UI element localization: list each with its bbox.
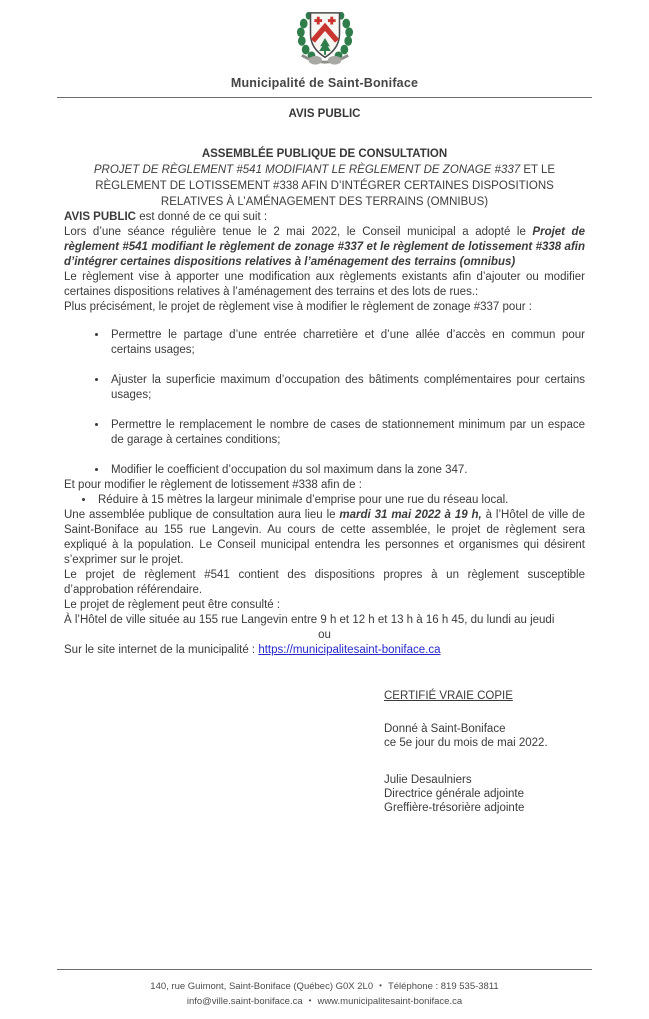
list-item: • Modifier le coefficient d’occupation du sol maximum dans la zone 347. (108, 463, 585, 478)
bullet-separator-icon: • (379, 981, 382, 990)
footer-line-1 (0, 979, 649, 994)
header-divider (57, 97, 592, 98)
list-item: • Permettre le partage d’une entrée charretière et d’une allée d’accès en commun pour certains usages; (108, 328, 585, 358)
coat-of-arms-icon (289, 9, 361, 67)
adoption-bylaw-name: Projet de règlement #541 modifiant le règlement de zonage #337 et le règlement de lotissement #338 afin d’intégrer certaines dispositions relatives à l’aménagement des terrains (omnibus) (64, 226, 585, 268)
assembly-heading: ASSEMBLÉE PUBLIQUE DE CONSULTATION (201, 148, 448, 160)
organization-name: Municipalité de Saint-Boniface (230, 76, 419, 90)
signature-block (384, 689, 585, 815)
zoning-intro-paragraph: Plus précisément, le projet de règlement vise à modifier le règlement de zonage #337 pour : (64, 301, 532, 313)
adoption-pre: Lors d’une séance régulière tenue le 2 mai 2022, le Conseil municipal a adopté le (64, 226, 533, 238)
list-item: • Ajuster la superficie maximum d’occupation des bâtiments complémentaires pour certains usages; (108, 373, 585, 403)
intro-line (64, 210, 585, 225)
bylaw-title (64, 162, 585, 210)
document-footer (0, 963, 649, 1009)
list-item: • Réduire à 15 mètres la largeur minimale d’emprise pour une rue du réseau local. (95, 493, 585, 508)
assembly-date: mardi 31 mai 2022 à 19 h, (339, 509, 482, 521)
signatory-name: Julie Desaulniers (384, 774, 472, 786)
notice-heading: AVIS PUBLIC (288, 108, 361, 120)
municipality-website-link[interactable]: https://municipalitesaint-boniface.ca (258, 644, 441, 656)
consult-location-line: À l’Hôtel de ville située au 155 rue Langevin entre 9 h et 12 h et 13 h à 16 h 45, du lundi au jeudi (64, 614, 555, 626)
footer-address: 140, rue Guimont, Saint-Boniface (Québec) G0X 2L0 (150, 981, 374, 992)
signatory (384, 773, 585, 815)
document-header (0, 0, 649, 98)
assembly-pre: Une assemblée publique de consultation aura lieu le (64, 509, 340, 521)
bylaw-title-italic: PROJET DE RÈGLEMENT #541 MODIFIANT LE RÈGLEMENT DE ZONAGE #337 (93, 164, 521, 176)
or-text: ou (318, 629, 331, 641)
bylaw-title-rest: ET LE RÈGLEMENT DE LOTISSEMENT #338 AFIN D’INTÉGRER CERTAINES DISPOSITIONS RELATIVES À L’AMÉNAGEMENT DES TERRAINS (OMNIBUS) (95, 164, 556, 208)
consult-paragraph: Le projet de règlement peut être consulté : (64, 599, 281, 611)
signatory-title-1: Directrice générale adjointe (384, 788, 524, 800)
footer-email: info@ville.saint-boniface.ca (186, 996, 303, 1007)
intro-bold: AVIS PUBLIC (64, 211, 136, 223)
zoning-bullet-list (64, 328, 585, 478)
footer-line-2 (0, 994, 649, 1009)
assembly-post: à l’Hôtel de ville de Saint-Boniface au 155 rue Langevin. Au cours de cette assemblée, le projet de règlement sera expliqué à la population. Le Conseil municipal entendra les personnes et organismes qui désirent s’exprimer sur le projet. (64, 509, 585, 566)
footer-divider (57, 969, 592, 970)
footer-phone: Téléphone : 819 535-3811 (387, 981, 499, 992)
footer-contact (0, 979, 649, 1009)
list-item: • Permettre le remplacement le nombre de cases de stationnement minimum par un espace de garage à certaines conditions; (108, 418, 585, 448)
website-pre: Sur le site internet de la municipalité : (64, 644, 259, 656)
issuance-date: ce 5e jour du mois de mai 2022. (384, 737, 548, 749)
issuance-lines (384, 722, 585, 750)
bullet-separator-icon: • (308, 996, 312, 1005)
intro-rest: est donné de ce qui suit : (136, 211, 268, 223)
issuance-place: Donné à Saint-Boniface (384, 723, 506, 735)
signatory-title-2: Greffière-trésorière adjointe (384, 802, 525, 814)
website-line (64, 643, 585, 658)
notice-body (0, 107, 649, 815)
purpose-paragraph: Le règlement vise à apporter une modification aux règlements existants afin d’ajouter ou modifier certaines dispositions relatives à l’aménagement des terrains et des lots de rues.: (64, 271, 585, 298)
footer-website: www.municipalitesaint-boniface.ca (317, 996, 463, 1007)
referendum-paragraph: Le projet de règlement #541 contient des dispositions propres à un règlement susceptible d’approbation référendaire. (64, 569, 585, 596)
adoption-paragraph (64, 225, 585, 270)
subdivision-intro: Et pour modifier le règlement de lotissement #338 afin de : (64, 479, 362, 491)
certified-copy-label: CERTIFIÉ VRAIE COPIE (384, 690, 513, 702)
subdivision-bullet-list (64, 493, 585, 508)
assembly-paragraph (64, 508, 585, 568)
